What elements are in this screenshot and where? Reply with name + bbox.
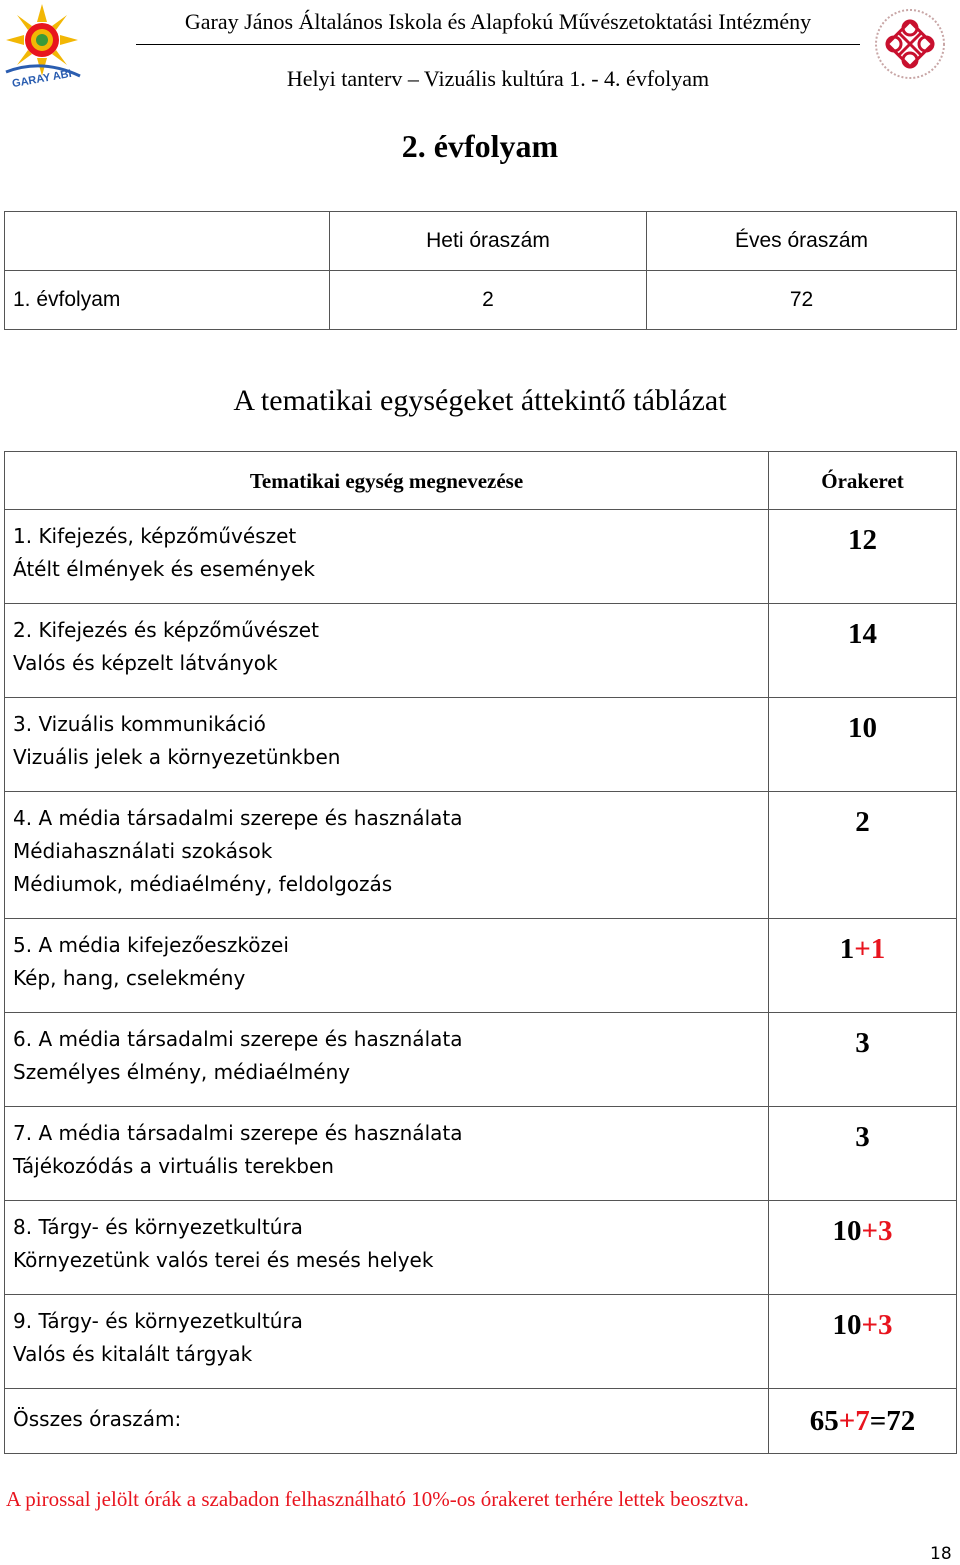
theme-hours-cell — [769, 919, 957, 1013]
theme-title: 3. Vizuális kommunikáció — [13, 712, 266, 736]
theme-title: 1. Kifejezés, képzőművészet — [13, 524, 297, 548]
grade-cell: 1. évfolyam — [5, 271, 330, 330]
theme-subtitle: Vizuális jelek a környezetünkben — [13, 745, 341, 769]
theme-title: 8. Tárgy- és környezetkultúra — [13, 1215, 303, 1239]
theme-subtitle: Személyes élmény, médiaélmény — [13, 1060, 351, 1084]
theme-title: 5. A média kifejezőeszközei — [13, 933, 289, 957]
theme-name-header: Tematikai egység megnevezése — [5, 452, 769, 510]
hours-base: 14 — [848, 618, 877, 650]
theme-table-header-row — [5, 452, 957, 510]
total-result: =72 — [869, 1405, 916, 1437]
hours-base: 1 — [839, 933, 855, 965]
total-row — [5, 1389, 957, 1454]
hours-table-header-row — [5, 212, 957, 271]
theme-table — [4, 451, 957, 1454]
theme-subtitle: Környezetünk valós terei és mesés helyek — [13, 1248, 434, 1272]
knot-emblem-icon — [868, 6, 952, 82]
theme-name-cell — [5, 1201, 769, 1295]
theme-subtitle: Valós és képzelt látványok — [13, 651, 278, 675]
hours-table — [4, 211, 957, 330]
red-hours-note: A pirossal jelölt órák a szabadon felhasználható 10%-os órakeret terhére lettek beosztva. — [6, 1487, 749, 1511]
theme-hours-cell — [769, 604, 957, 698]
logo-text: GARAY ABI — [11, 67, 73, 88]
school-logo-left — [2, 2, 110, 88]
theme-hours-cell — [769, 1201, 957, 1295]
theme-subtitle: Kép, hang, cselekmény — [13, 966, 246, 990]
theme-title: 4. A média társadalmi szerepe és használata — [13, 806, 463, 830]
hours-extra: +3 — [861, 1309, 893, 1341]
theme-name-cell — [5, 510, 769, 604]
theme-row — [5, 1013, 957, 1107]
hours-base: 10 — [832, 1215, 862, 1247]
curriculum-title: Helyi tanterv – Vizuális kultúra 1. - 4. évfolyam — [286, 66, 710, 91]
theme-subtitle: Médiumok, médiaélmény, feldolgozás — [13, 872, 393, 896]
grade-title: 2. évfolyam — [401, 128, 559, 164]
theme-subtitle: Átélt élmények és események — [13, 557, 315, 581]
theme-name-cell — [5, 698, 769, 792]
school-name: Garay János Általános Iskola és Alapfokú Művészetoktatási Intézmény — [184, 9, 812, 34]
theme-name-cell — [5, 604, 769, 698]
theme-row — [5, 1295, 957, 1389]
theme-name-cell — [5, 1107, 769, 1201]
theme-hours-cell — [769, 1013, 957, 1107]
theme-hours-cell — [769, 698, 957, 792]
hours-table-row — [5, 271, 957, 330]
total-label: Összes óraszám: — [5, 1389, 769, 1454]
sun-school-emblem-icon — [2, 2, 110, 88]
theme-row — [5, 1107, 957, 1201]
theme-title: 9. Tárgy- és környezetkultúra — [13, 1309, 303, 1333]
hours-header-empty — [5, 212, 330, 271]
theme-subtitle: Valós és kitalált tárgyak — [13, 1342, 253, 1366]
weekly-hours-header: Heti óraszám — [330, 212, 647, 271]
yearly-hours-header: Éves óraszám — [647, 212, 957, 271]
theme-row — [5, 510, 957, 604]
hours-base: 12 — [848, 524, 877, 556]
theme-name-cell — [5, 1013, 769, 1107]
theme-row — [5, 1201, 957, 1295]
theme-subtitle: Médiahasználati szokások — [13, 839, 273, 863]
theme-hours-cell — [769, 792, 957, 919]
theme-hours-cell — [769, 1107, 957, 1201]
theme-name-cell — [5, 792, 769, 919]
weekly-hours-cell: 2 — [330, 271, 647, 330]
theme-title: 2. Kifejezés és képzőművészet — [13, 618, 319, 642]
hours-base: 10 — [832, 1309, 862, 1341]
theme-name-cell — [5, 919, 769, 1013]
header-divider — [136, 44, 860, 45]
hours-base: 2 — [855, 806, 870, 838]
theme-subtitle: Tájékozódás a virtuális terekben — [13, 1154, 334, 1178]
hours-base: 10 — [848, 712, 877, 744]
hours-extra: +1 — [854, 933, 886, 965]
theme-row — [5, 698, 957, 792]
page-number: 18 — [930, 1544, 952, 1564]
hours-base: 3 — [855, 1121, 870, 1153]
hours-base: 3 — [855, 1027, 870, 1059]
theme-row — [5, 792, 957, 919]
total-extra: +7 — [838, 1405, 870, 1437]
yearly-hours-cell: 72 — [647, 271, 957, 330]
overview-title: A tematikai egységeket áttekintő táblázat — [233, 384, 727, 417]
school-logo-right — [868, 6, 952, 82]
theme-name-cell — [5, 1295, 769, 1389]
hours-extra: +3 — [861, 1215, 893, 1247]
theme-hours-cell — [769, 1295, 957, 1389]
theme-row — [5, 604, 957, 698]
theme-title: 7. A média társadalmi szerepe és használata — [13, 1121, 463, 1145]
theme-row — [5, 919, 957, 1013]
total-base: 65 — [809, 1405, 839, 1437]
hours-frame-header: Órakeret — [769, 452, 957, 510]
theme-hours-cell — [769, 510, 957, 604]
total-hours-cell — [769, 1389, 957, 1454]
theme-title: 6. A média társadalmi szerepe és használata — [13, 1027, 463, 1051]
